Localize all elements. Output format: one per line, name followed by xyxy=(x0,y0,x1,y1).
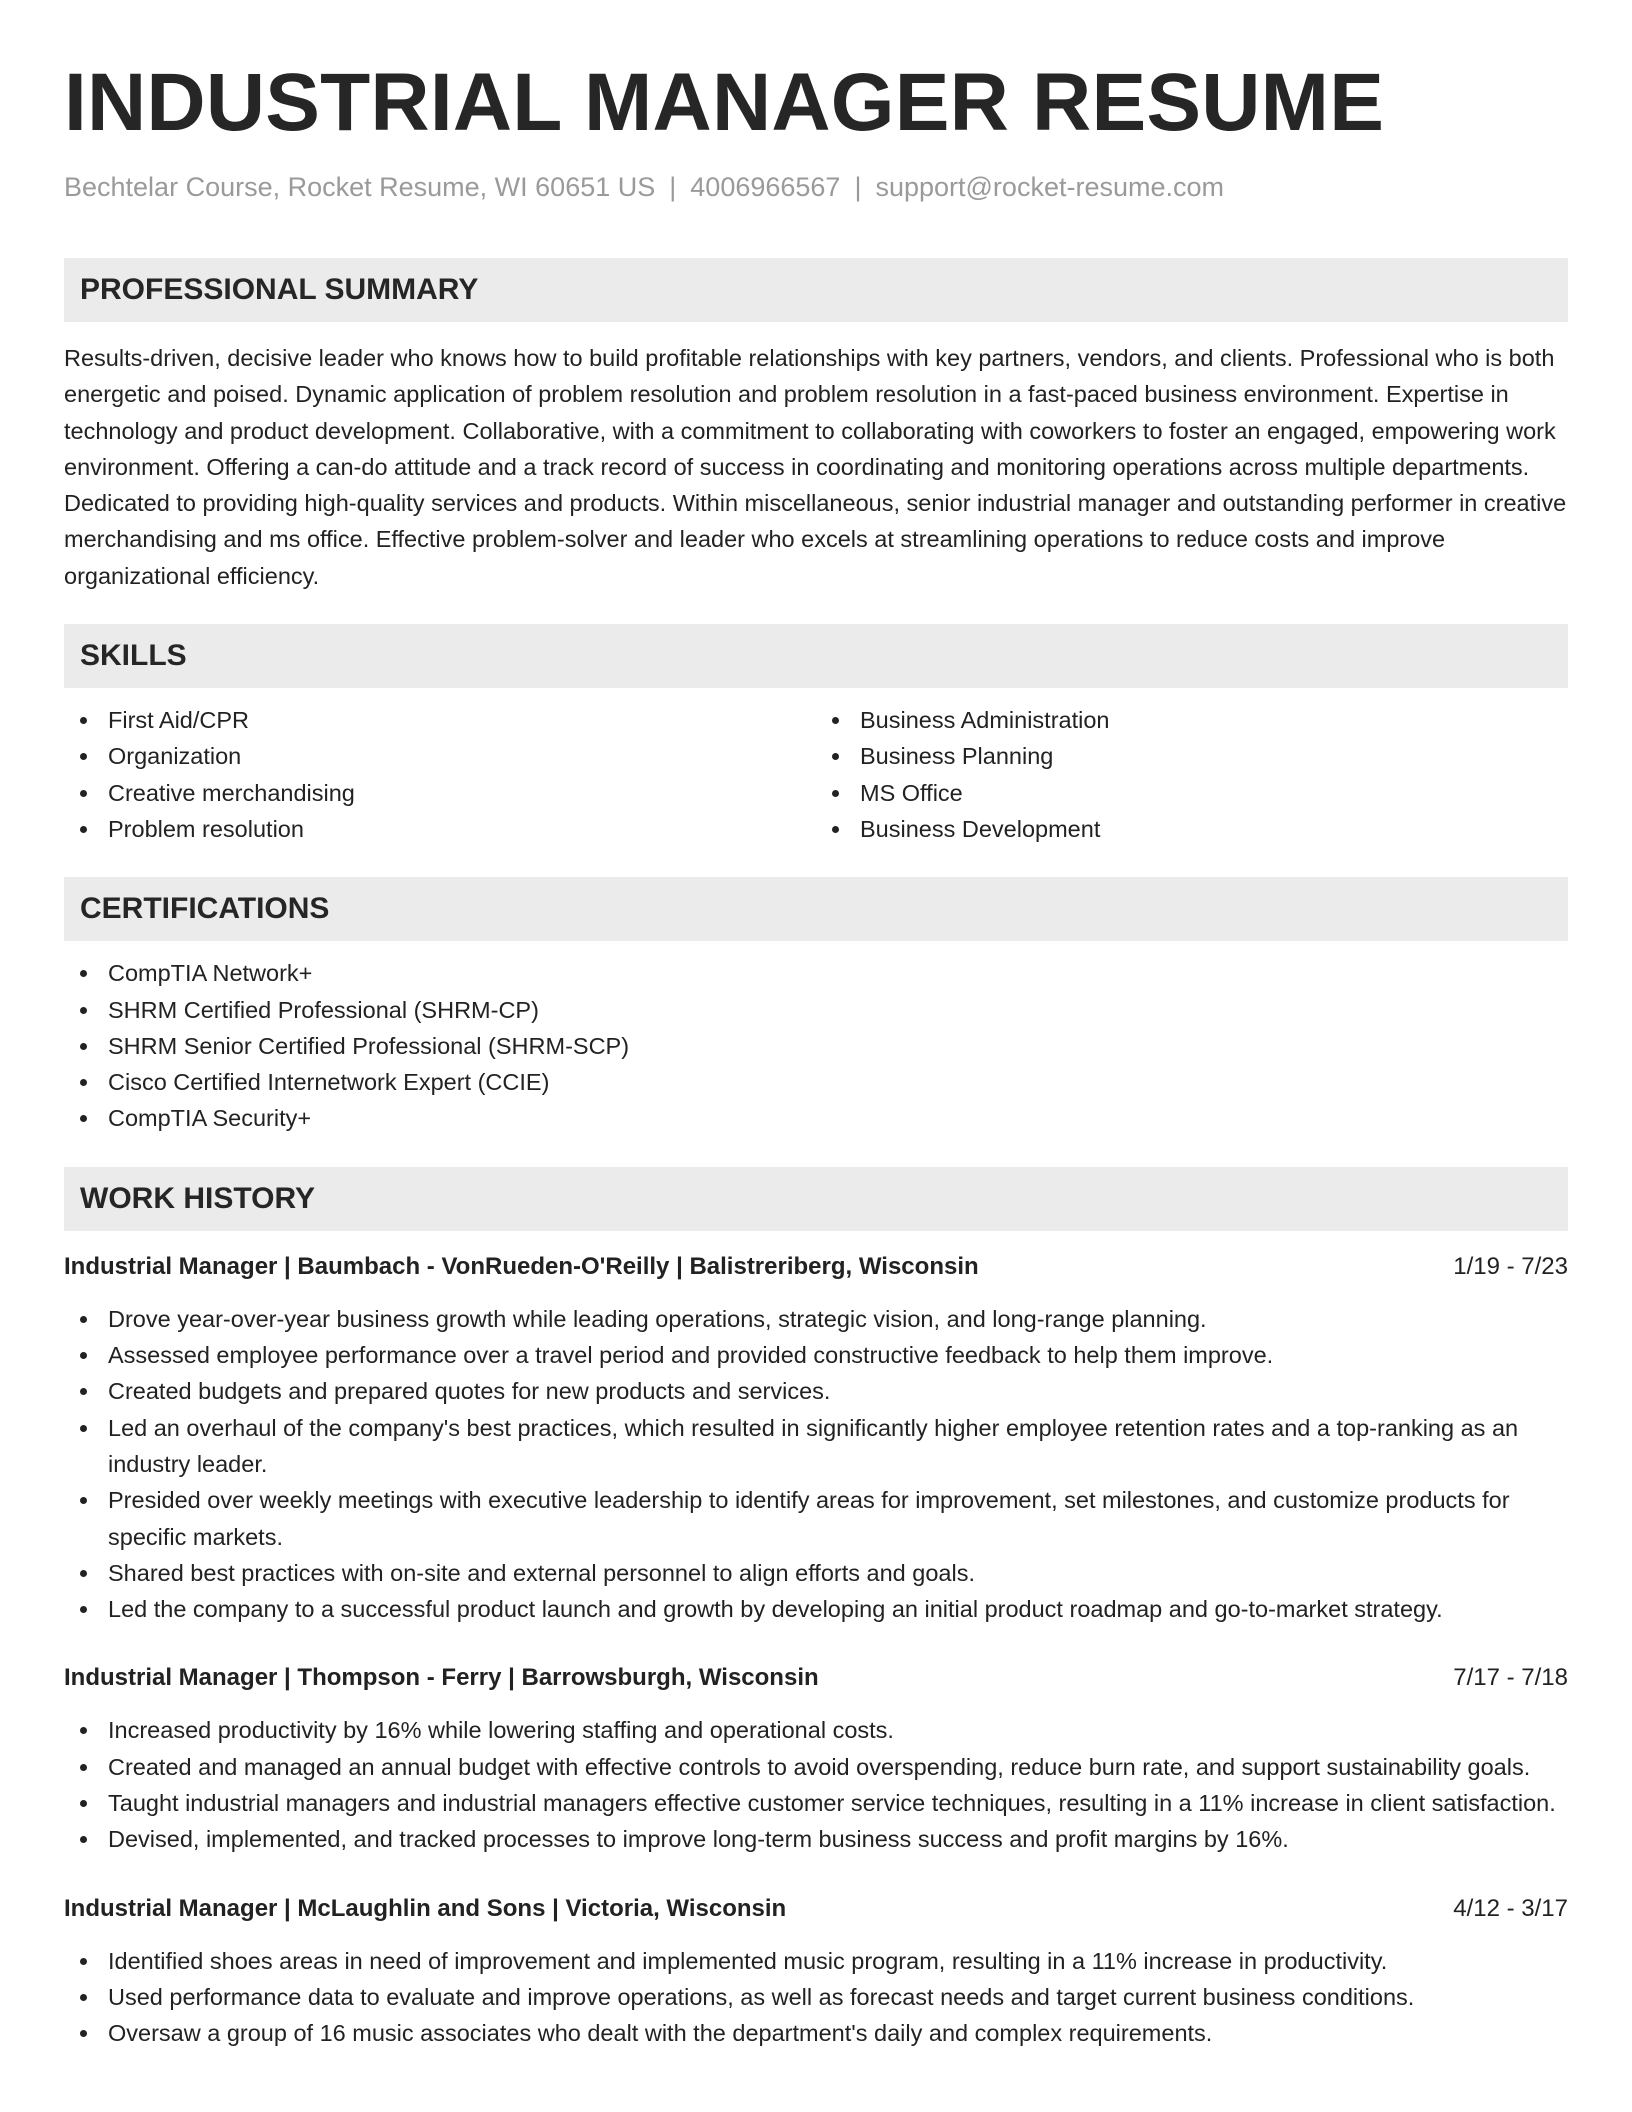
job-header xyxy=(64,1891,1568,1927)
job-bullet: Drove year-over-year business growth while leading operations, strategic vision, and long-range planning. xyxy=(64,1301,1568,1337)
job-entry xyxy=(64,1891,1568,2052)
skills-heading: SKILLS xyxy=(64,624,1568,688)
job-dates: 1/19 - 7/23 xyxy=(1453,1252,1568,1280)
job-bullet: Created and managed an annual budget with effective controls to avoid overspending, reduce burn rate, and support sustainability goals. xyxy=(64,1749,1568,1785)
job-bullet: Oversaw a group of 16 music associates who dealt with the department's daily and complex requirements. xyxy=(64,2015,1568,2051)
job-bullets xyxy=(64,1943,1568,2052)
resume-title: INDUSTRIAL MANAGER RESUME xyxy=(64,57,1385,148)
certification-item: CompTIA Security+ xyxy=(64,1100,1568,1136)
contact-separator: | xyxy=(854,172,862,202)
contact-line xyxy=(64,170,1568,204)
job-bullet: Assessed employee performance over a travel period and provided constructive feedback to help them improve. xyxy=(64,1337,1568,1373)
summary-text: Results-driven, decisive leader who knows how to build profitable relationships with key partners, vendors, and clients. Professional who is both energetic and poised. Dynamic application of problem resolution and problem resolution in a fast-paced business environment. Expertise in technology and product development. Collaborative, with a commitment to collaborating with coworkers to foster an engaged, empowering work environment. Offering a can-do attitude and a track record of success in coordinating and monitoring operations across multiple departments. Dedicated to providing high-quality services and products. Within miscellaneous, senior industrial manager and outstanding performer in creative merchandising and ms office. Effective problem-solver and leader who excels at streamlining operations to reduce costs and improve organizational efficiency. xyxy=(64,345,1567,589)
certification-item: CompTIA Network+ xyxy=(64,955,1568,991)
skill-item: Problem resolution xyxy=(64,811,816,847)
skill-item: Business Planning xyxy=(816,738,1568,774)
certifications-list xyxy=(64,955,1568,1136)
skill-item: First Aid/CPR xyxy=(64,702,816,738)
skills-column-left xyxy=(64,702,816,847)
job-bullet: Shared best practices with on-site and external personnel to align efforts and goals. xyxy=(64,1555,1568,1591)
job-bullet: Created budgets and prepared quotes for new products and services. xyxy=(64,1373,1568,1409)
work-history-heading: WORK HISTORY xyxy=(64,1167,1568,1231)
certification-item: SHRM Certified Professional (SHRM-CP) xyxy=(64,992,1568,1028)
summary-heading: PROFESSIONAL SUMMARY xyxy=(64,258,1568,322)
job-bullet: Increased productivity by 16% while lowering staffing and operational costs. xyxy=(64,1712,1568,1748)
job-bullet: Taught industrial managers and industrial managers effective customer service techniques, resulting in a 11% increase in client satisfaction. xyxy=(64,1785,1568,1821)
contact-separator: | xyxy=(669,172,677,202)
contact-email: support@rocket-resume.com xyxy=(875,172,1224,202)
job-entry xyxy=(64,1249,1568,1628)
job-bullet: Devised, implemented, and tracked processes to improve long-term business success and profit margins by 16%. xyxy=(64,1821,1568,1857)
certification-item: SHRM Senior Certified Professional (SHRM-SCP) xyxy=(64,1028,1568,1064)
job-title: Industrial Manager | McLaughlin and Sons | Victoria, Wisconsin xyxy=(64,1894,787,1922)
skills-column-right xyxy=(816,702,1568,847)
job-title: Industrial Manager | Baumbach - VonRueden-O'Reilly | Balistreriberg, Wisconsin xyxy=(64,1252,979,1280)
certification-item: Cisco Certified Internetwork Expert (CCIE) xyxy=(64,1064,1568,1100)
job-bullets xyxy=(64,1301,1568,1628)
skills-list xyxy=(64,702,1568,847)
job-header xyxy=(64,1660,1568,1696)
job-entry xyxy=(64,1660,1568,1857)
job-bullets xyxy=(64,1712,1568,1857)
certifications-heading: CERTIFICATIONS xyxy=(64,877,1568,941)
skill-item: Business Administration xyxy=(816,702,1568,738)
job-title: Industrial Manager | Thompson - Ferry | Barrowsburgh, Wisconsin xyxy=(64,1664,819,1692)
job-header xyxy=(64,1249,1568,1285)
skill-item: Creative merchandising xyxy=(64,775,816,811)
contact-address: Bechtelar Course, Rocket Resume, WI 60651 US xyxy=(64,172,656,202)
job-dates: 4/12 - 3/17 xyxy=(1453,1894,1568,1922)
job-dates: 7/17 - 7/18 xyxy=(1453,1664,1568,1692)
job-bullet: Used performance data to evaluate and improve operations, as well as forecast needs and target current business conditions. xyxy=(64,1979,1568,2015)
skill-item: Organization xyxy=(64,738,816,774)
job-bullet: Identified shoes areas in need of improvement and implemented music program, resulting in a 11% increase in productivity. xyxy=(64,1943,1568,1979)
contact-phone: 4006966567 xyxy=(690,172,841,202)
job-bullet: Led the company to a successful product launch and growth by developing an initial product roadmap and go-to-market strategy. xyxy=(64,1591,1568,1627)
skill-item: Business Development xyxy=(816,811,1568,847)
job-bullet: Presided over weekly meetings with executive leadership to identify areas for improvement, set milestones, and customize products for specific markets. xyxy=(64,1482,1568,1555)
skill-item: MS Office xyxy=(816,775,1568,811)
job-bullet: Led an overhaul of the company's best practices, which resulted in significantly higher employee retention rates and a top-ranking as an industry leader. xyxy=(64,1410,1568,1483)
